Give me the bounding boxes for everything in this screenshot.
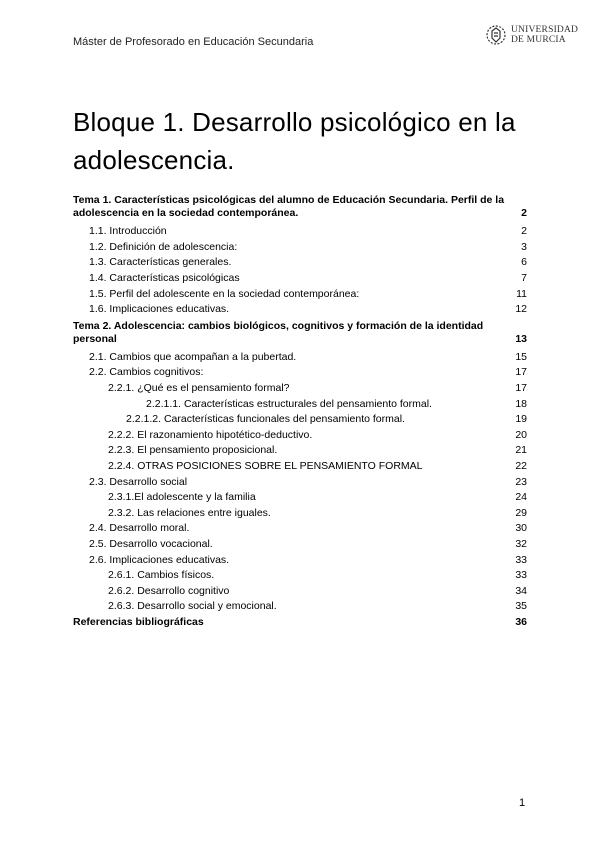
toc-entry[interactable] [73,255,527,271]
toc-entry-text: 2.6. Implicaciones educativas. [89,553,230,566]
toc-page-number: 19 [515,413,527,426]
toc-entry[interactable] [73,599,527,615]
toc-entry-text: 2.2.3. El pensamiento proposicional. [108,444,278,457]
toc-entry[interactable] [73,443,527,459]
toc-entry-text: 2.2.1.2. Características funcionales del pensamiento formal. [126,413,405,426]
toc-page-number: 20 [515,428,527,441]
university-seal-icon [484,23,508,47]
toc-page-number: 32 [515,537,527,550]
toc-entry[interactable] [73,224,527,240]
page-title: Bloque 1. Desarrollo psicológico en la adolescencia. [73,107,516,175]
toc-topic-1[interactable] [73,194,527,220]
toc-entry[interactable] [73,552,527,568]
toc-entry[interactable] [73,396,527,412]
toc-entry-text: 1.2. Definición de adolescencia: [89,240,238,253]
toc-page-number: 17 [515,382,527,395]
toc-page-number: 15 [515,350,527,363]
toc-page-number: 6 [521,256,527,269]
university-logo [484,22,580,48]
toc-references-text: Referencias bibliográficas [73,615,204,628]
header-title: Máster de Profesorado en Educación Secundaria [73,36,314,48]
toc-entry[interactable] [73,537,527,553]
logo-line-2: DE MURCIA [511,35,566,45]
toc-page-number: 33 [515,569,527,582]
toc-entry-text: 2.1. Cambios que acompañan a la pubertad. [89,350,297,363]
toc-entry[interactable] [73,490,527,506]
toc-page-number: 12 [515,303,527,316]
toc-entry-text: 2.3.2. Las relaciones entre iguales. [108,506,271,519]
toc-entry-text: 1.5. Perfil del adolescente en la sociedad contemporánea: [89,287,360,300]
toc-entry-text: 1.3. Características generales. [89,256,232,269]
toc-entry-text: 1.6. Implicaciones educativas. [89,303,230,316]
toc-page-number: 29 [515,506,527,519]
toc-entry[interactable] [73,286,527,302]
toc-page-number: 3 [521,240,527,253]
toc-entry-text: 2.2.4. OTRAS POSICIONES SOBRE EL PENSAMIENTO FORMAL [108,460,423,473]
toc-page-number: 33 [515,553,527,566]
toc-entry-text: 2.6.3. Desarrollo social y emocional. [108,600,277,613]
toc-entry-text: 1.4. Características psicológicas [89,272,240,285]
toc-entry-text: 2.2.2. El razonamiento hipotético-deductivo. [108,428,313,441]
toc-entry[interactable] [73,428,527,444]
toc-page-number: 11 [516,287,527,300]
toc-entry[interactable] [73,474,527,490]
toc-page-number: 17 [515,366,527,379]
toc-page-number: 30 [515,522,527,535]
toc-entry[interactable] [73,412,527,428]
toc-entry[interactable] [73,506,527,522]
toc-page-number: 23 [515,475,527,488]
toc-entry-text: 1.1. Introducción [89,225,167,238]
toc-page-number: 2 [521,225,527,238]
toc-entry-text: 2.4. Desarrollo moral. [89,522,190,535]
toc-page-number: 24 [515,491,527,504]
toc-page-number: 34 [515,584,527,597]
toc-page-number: 7 [521,272,527,285]
toc-page-number: 13 [515,332,527,345]
toc-entry-text: 2.3. Desarrollo social [89,475,188,488]
toc-entry-text: 2.3.1.El adolescente y la familia [108,491,256,504]
toc-entry-text: 2.2.1.1. Características estructurales del pensamiento formal. [146,397,432,410]
toc-entry[interactable] [73,521,527,537]
toc-page-number: 18 [515,397,527,410]
toc-page-number: 2 [521,207,527,219]
toc-entry[interactable] [73,271,527,287]
toc-entry[interactable] [73,302,527,318]
toc-entry-text: 2.2. Cambios cognitivos: [89,366,204,379]
table-of-contents [73,194,527,630]
toc-references[interactable] [73,615,527,630]
toc-topic-2[interactable] [73,320,527,346]
toc-page-number: 36 [515,615,527,628]
toc-page-number: 35 [515,600,527,613]
toc-entry[interactable] [73,381,527,397]
toc-topic-text: Tema 1. Características psicológicas del alumno de Educación Secundaria. Perfil de la adolescencia en la sociedad contemporánea. [73,194,505,219]
toc-entry-text: 2.5. Desarrollo vocacional. [89,537,213,550]
toc-entry[interactable] [73,350,527,366]
toc-entry[interactable] [73,583,527,599]
toc-entry[interactable] [73,365,527,381]
logo-line-1: UNIVERSIDAD [511,25,579,35]
toc-entry-text: 2.2.1. ¿Qué es el pensamiento formal? [108,382,290,395]
toc-entry-text: 2.6.1. Cambios físicos. [108,569,215,582]
toc-entry[interactable] [73,459,527,475]
toc-page-number: 22 [515,460,527,473]
toc-topic-text: Tema 2. Adolescencia: cambios biológicos, cognitivos y formación de la identidad personal [73,319,484,345]
toc-page-number: 21 [515,444,527,457]
toc-entry-text: 2.6.2. Desarrollo cognitivo [108,584,230,597]
page-number: 1 [519,797,526,809]
toc-entry[interactable] [73,240,527,256]
toc-entry[interactable] [73,568,527,584]
